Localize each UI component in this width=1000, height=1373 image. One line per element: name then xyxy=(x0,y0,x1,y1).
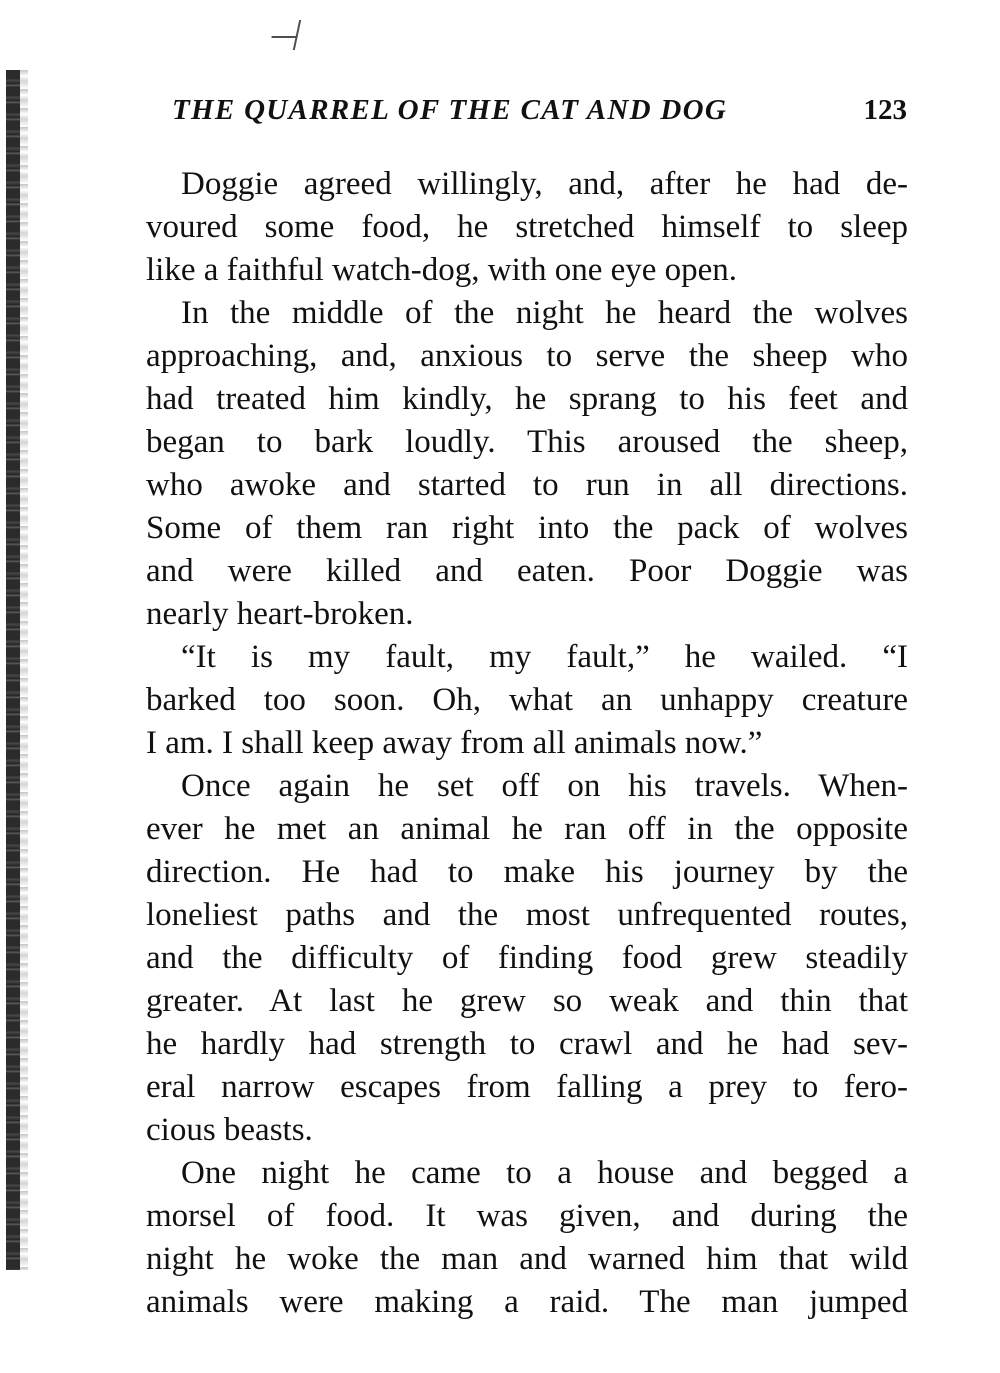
text-line: nearly heart-broken. xyxy=(146,596,414,632)
ink-mark xyxy=(293,20,335,50)
text-line: animals were making a raid. The man jumped xyxy=(146,1284,908,1320)
text-line: loneliest paths and the most unfrequented routes, xyxy=(146,897,908,933)
text-line: greater. At last he grew so weak and thin that xyxy=(146,983,908,1019)
text-line: and the difficulty of finding food grew steadily xyxy=(146,940,908,976)
text-line: began to bark loudly. This aroused the sheep, xyxy=(146,424,908,460)
text-line: approaching, and, anxious to serve the sheep who xyxy=(146,338,908,374)
page-number: 123 xyxy=(863,94,907,126)
text-line: Some of them ran right into the pack of wolves xyxy=(146,510,908,546)
text-line: like a faithful watch-dog, with one eye open. xyxy=(146,252,738,288)
text-line: Doggie agreed willingly, and, after he had de- xyxy=(181,166,908,202)
page-binding-edge xyxy=(6,70,20,1270)
text-line: In the middle of the night he heard the wolves xyxy=(181,295,908,331)
text-line: “It is my fault, my fault,” he wailed. “I xyxy=(181,639,908,675)
text-line: voured some food, he stretched himself to sleep xyxy=(146,209,908,245)
text-line: had treated him kindly, he sprang to his feet and xyxy=(146,381,908,417)
text-line: Once again he set off on his travels. When- xyxy=(181,768,908,804)
text-line: ever he met an animal he ran off in the opposite xyxy=(146,811,908,847)
text-line: morsel of food. It was given, and during the xyxy=(146,1198,908,1234)
text-line: direction. He had to make his journey by the xyxy=(146,854,908,890)
text-line: eral narrow escapes from falling a prey to fero- xyxy=(146,1069,908,1105)
body-text xyxy=(146,163,908,1324)
text-line: he hardly had strength to crawl and he had sev- xyxy=(146,1026,908,1062)
text-line: cious beasts. xyxy=(146,1112,313,1148)
text-line: I am. I shall keep away from all animals now.” xyxy=(146,725,763,761)
text-line: and were killed and eaten. Poor Doggie was xyxy=(146,553,908,589)
running-head-title: THE QUARREL OF THE CAT AND DOG xyxy=(172,94,728,126)
text-line: barked too soon. Oh, what an unhappy creature xyxy=(146,682,908,718)
text-line: who awoke and started to run in all directions. xyxy=(146,467,908,503)
text-line: One night he came to a house and begged a xyxy=(181,1155,908,1191)
running-head xyxy=(172,94,907,134)
text-line: night he woke the man and warned him that wild xyxy=(146,1241,908,1277)
